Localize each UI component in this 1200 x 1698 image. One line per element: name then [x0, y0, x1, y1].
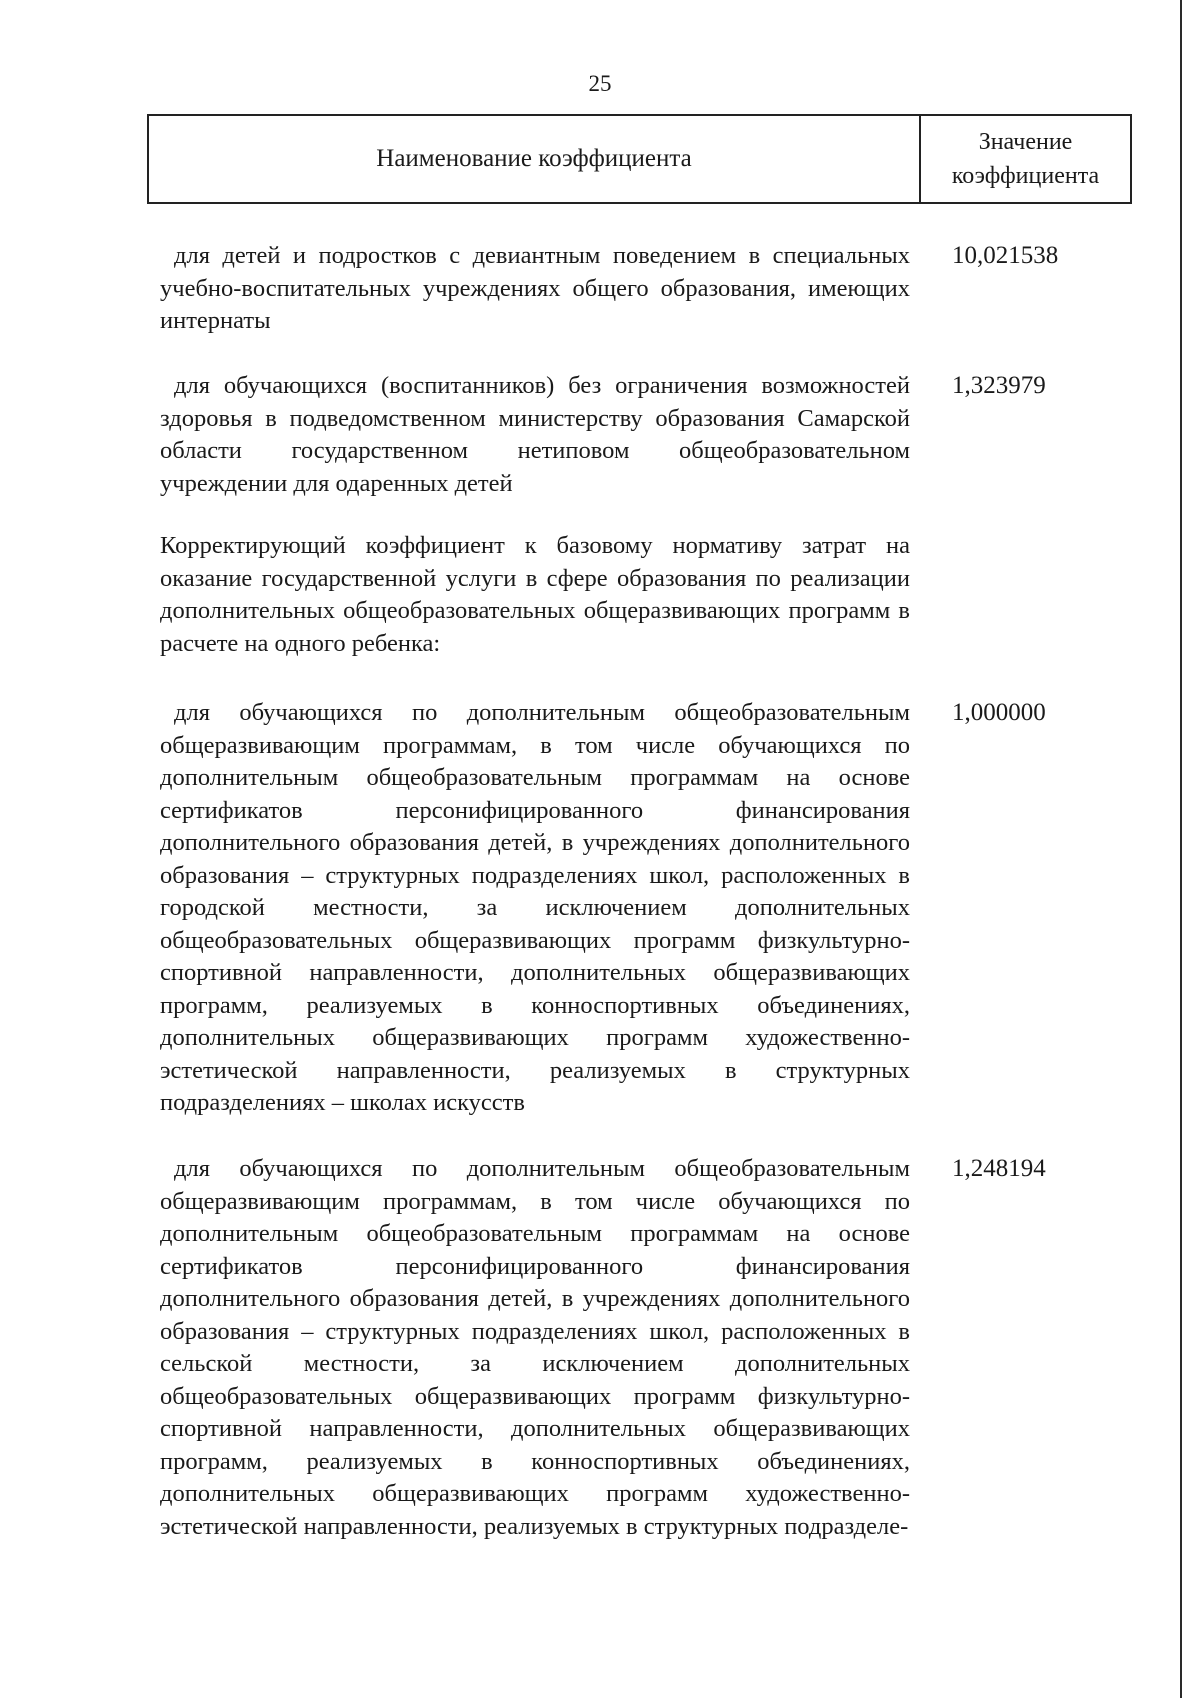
section-heading-text: Корректирующий коэффициент к базовому нормативу затрат на оказание государственной услуги в сфере образования по реализации дополнительных общеобразовательных общеразвивающих программ в расчете на одного ребенка: — [160, 532, 910, 657]
coefficient-description: для обучающихся (воспитанников) без ограничения возможностей здоровья в подведомственном министерству образования Самарской области государственном нетиповом общеобразовательном учреждении для одаренных детей — [160, 372, 910, 497]
header-value-line1: Значение — [978, 129, 1073, 155]
coefficient-description: для детей и подростков с девиантным поведением в специальных учебно-воспитательных учреждениях общего образования, имеющих интернаты — [160, 242, 910, 334]
header-name-column: Наименование коэффициента — [149, 116, 921, 202]
coefficient-table-header — [147, 114, 1132, 204]
coefficient-value: 1,000000 — [952, 699, 1046, 726]
coefficient-value: 10,021538 — [952, 242, 1059, 269]
coefficient-value: 1,323979 — [952, 372, 1046, 399]
coefficient-description: для обучающихся по дополнительным общеобразовательным общеразвивающим программам, в том числе обучающихся по дополнительным общеобразовательным программам на основе сертификатов персонифицированного финансирования дополнительного образования детей, в учреждениях дополнительного образования – структурных подразделениях школ, расположенных в городской местности, за исключением дополнительных общеобразовательных общеразвивающих программ физкультурно-спортивной направленности, дополнительных общеразвивающих программ, реализуемых в конноспортивных объединениях, дополнительных общеразвивающих программ художественно-эстетической направленности, реализуемых в структурных подразделениях – школах искусств — [160, 699, 910, 1116]
scan-edge-line — [1180, 0, 1182, 1698]
page-number: 25 — [588, 71, 612, 96]
coefficient-value: 1,248194 — [952, 1155, 1046, 1182]
header-value-line2: коэффициента — [951, 163, 1100, 189]
header-value-column — [921, 116, 1130, 202]
coefficient-description: для обучающихся по дополнительным общеобразовательным общеразвивающим программам, в том числе обучающихся по дополнительным общеобразовательным программам на основе сертификатов персонифицированного финансирования дополнительного образования детей, в учреждениях дополнительного образования – структурных подразделениях школ, расположенных в сельской местности, за исключением дополнительных общеобразовательных общеразвивающих программ физкультурно-спортивной направленности, дополнительных общеразвивающих программ, реализуемых в конноспортивных объединениях, дополнительных общеразвивающих программ художественно-эстетической направленности, реализуемых в структурных подразделе- — [160, 1155, 910, 1540]
